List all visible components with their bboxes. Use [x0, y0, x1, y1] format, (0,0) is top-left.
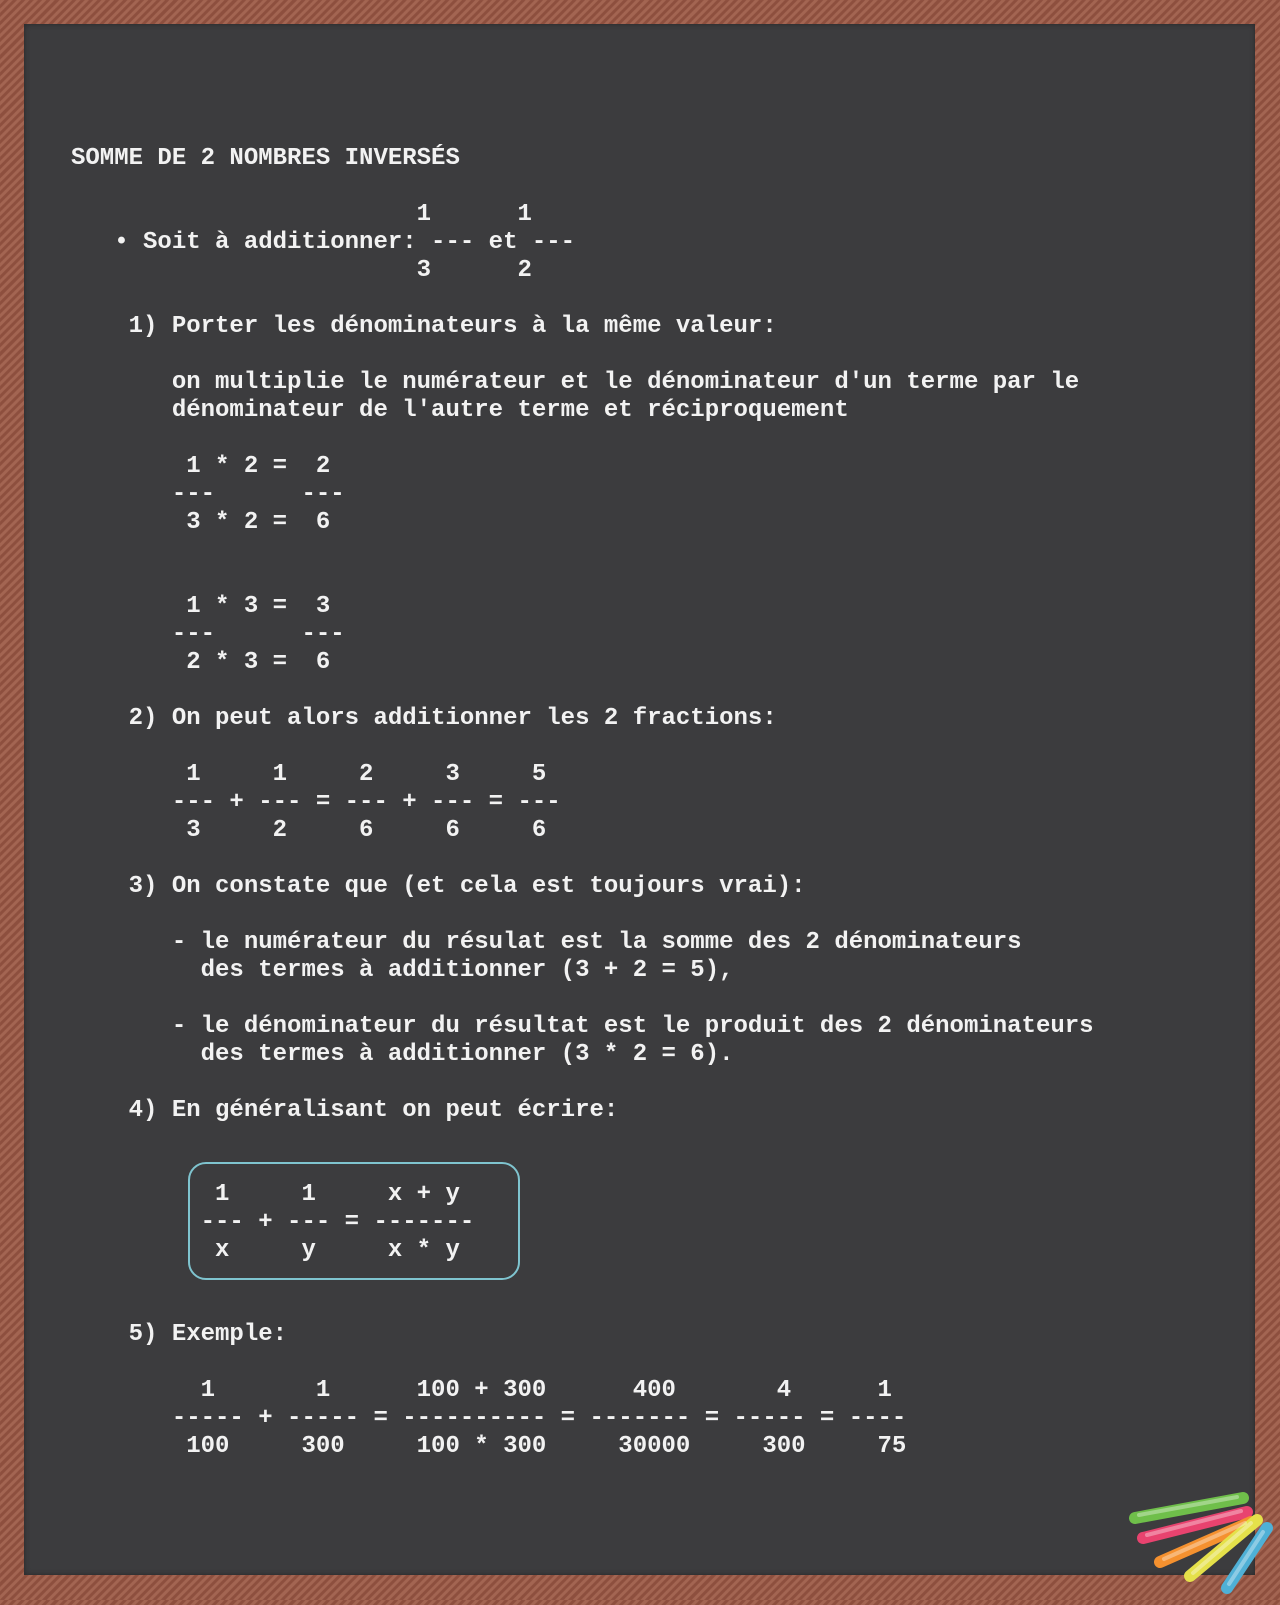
text-line: 1) Porter les dénominateurs à la même valeur:: [71, 313, 777, 340]
text-line: 1 1: [71, 201, 532, 228]
text-line: 2) On peut alors additionner les 2 fractions:: [71, 705, 777, 732]
text-line: - le dénominateur du résultat est le produit des 2 dénominateurs: [71, 1013, 1094, 1040]
text-line: 4) En généralisant on peut écrire:: [71, 1097, 619, 1124]
text-line: • Soit à additionner: --- et ---: [71, 229, 576, 256]
text-line: 1 * 2 = 2: [71, 453, 331, 480]
text-line: on multiplie le numérateur et le dénominateur d'un terme par le: [71, 369, 1080, 396]
text-line: des termes à additionner (3 * 2 = 6).: [71, 1041, 734, 1068]
text-line: - le numérateur du résulat est la somme des 2 dénominateurs: [71, 929, 1022, 956]
text-line: 100 300 100 * 300 30000 300 75: [71, 1433, 907, 1460]
text-line: ----- + ----- = ---------- = ------- = ----- = ----: [71, 1405, 907, 1432]
text-line: 1 1 100 + 300 400 4 1: [71, 1377, 892, 1404]
chalk-sticks-icon: [1125, 1480, 1280, 1600]
text-line: des termes à additionner (3 + 2 = 5),: [71, 957, 734, 984]
text-line: 5) Exemple:: [71, 1321, 288, 1348]
text-line: 3 * 2 = 6: [71, 509, 331, 536]
text-line: 3 2: [71, 257, 532, 284]
text-line: 1 1 x + y: [71, 1181, 460, 1208]
text-line: --- + --- = --- + --- = ---: [71, 789, 561, 816]
page-title: SOMME DE 2 NOMBRES INVERSÉS: [71, 145, 460, 172]
text-line: --- ---: [71, 621, 345, 648]
text-line: 2 * 3 = 6: [71, 649, 331, 676]
text-line: 1 * 3 = 3: [71, 593, 331, 620]
formula-highlight-box: [188, 1162, 520, 1280]
text-line: 1 1 2 3 5: [71, 761, 547, 788]
text-line: --- ---: [71, 481, 345, 508]
text-line: 3 2 6 6 6: [71, 817, 547, 844]
text-line: x y x * y: [71, 1237, 460, 1264]
text-line: --- + --- = -------: [71, 1209, 475, 1236]
text-line: 3) On constate que (et cela est toujours vrai):: [71, 873, 806, 900]
text-line: dénominateur de l'autre terme et réciproquement: [71, 397, 849, 424]
